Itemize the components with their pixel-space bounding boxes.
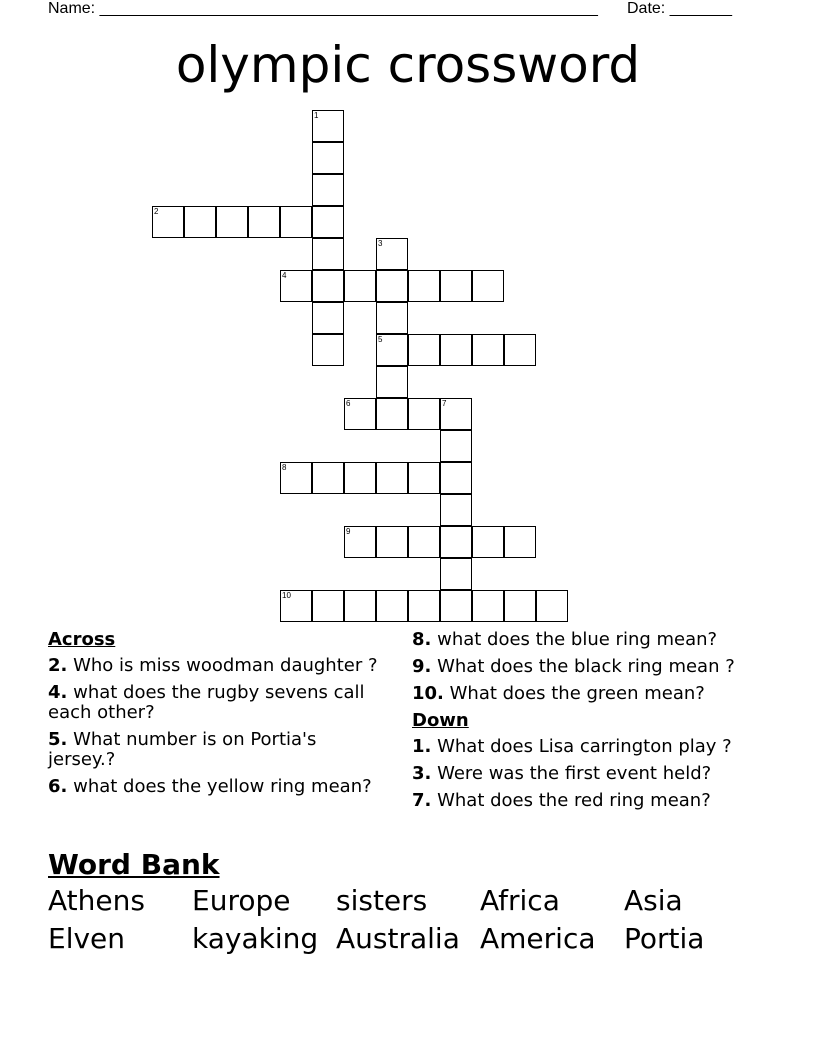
grid-cell[interactable]	[440, 398, 472, 430]
grid-cell[interactable]	[408, 334, 440, 366]
grid-cell[interactable]	[344, 398, 376, 430]
grid-cell[interactable]	[280, 270, 312, 302]
grid-cell[interactable]	[280, 590, 312, 622]
word-bank-title: Word Bank	[48, 848, 220, 881]
clues-right-column	[412, 630, 772, 818]
grid-cell[interactable]	[504, 526, 536, 558]
cell-number: 1	[314, 111, 319, 120]
grid-cell[interactable]	[440, 494, 472, 526]
clue-across-4: 4. what does the rugby sevens call each other?	[48, 682, 365, 723]
grid-cell[interactable]	[504, 590, 536, 622]
grid-cell[interactable]	[344, 270, 376, 302]
cell-number: 10	[282, 591, 291, 600]
word-bank-item: Elven	[48, 922, 126, 955]
clue-down-1: 1. What does Lisa carrington play ?	[412, 736, 732, 757]
grid-cell[interactable]	[440, 558, 472, 590]
grid-cell[interactable]	[376, 398, 408, 430]
grid-cell[interactable]	[376, 334, 408, 366]
grid-cell[interactable]	[312, 238, 344, 270]
grid-cell[interactable]	[440, 430, 472, 462]
grid-cell[interactable]	[472, 526, 504, 558]
down-heading: Down	[412, 710, 469, 731]
grid-cell[interactable]	[408, 526, 440, 558]
word-bank-item: sisters	[336, 884, 428, 917]
word-bank-item: America	[480, 922, 596, 955]
grid-cell[interactable]	[376, 590, 408, 622]
clue-across-2: 2. Who is miss woodman daughter ?	[48, 655, 378, 676]
clue-across-10: 10. What does the green mean?	[412, 683, 705, 704]
grid-cell[interactable]	[312, 142, 344, 174]
cell-number: 4	[282, 271, 287, 280]
grid-cell[interactable]	[152, 206, 184, 238]
clue-down-7: 7. What does the red ring mean?	[412, 790, 711, 811]
grid-cell[interactable]	[440, 270, 472, 302]
grid-cell[interactable]	[472, 590, 504, 622]
grid-cell[interactable]	[504, 334, 536, 366]
grid-cell[interactable]	[472, 270, 504, 302]
clue-across-8: 8. what does the blue ring mean?	[412, 629, 718, 650]
grid-cell[interactable]	[344, 462, 376, 494]
across-heading: Across	[48, 629, 116, 650]
cell-number: 7	[442, 399, 447, 408]
clue-across-6: 6. what does the yellow ring mean?	[48, 776, 372, 797]
grid-cell[interactable]	[312, 334, 344, 366]
grid-cell[interactable]	[376, 302, 408, 334]
page-title: olympic crossword	[175, 36, 641, 94]
grid-cell[interactable]	[216, 206, 248, 238]
grid-cell[interactable]	[344, 526, 376, 558]
clue-down-3: 3. Were was the first event held?	[412, 763, 712, 784]
cell-number: 6	[346, 399, 351, 408]
grid-cell[interactable]	[248, 206, 280, 238]
word-bank-item: Australia	[336, 922, 460, 955]
cell-number: 2	[154, 207, 159, 216]
grid-cell[interactable]	[408, 590, 440, 622]
grid-cell[interactable]	[376, 366, 408, 398]
grid-cell[interactable]	[344, 590, 376, 622]
clue-across-9: 9. What does the black ring mean ?	[412, 656, 735, 677]
grid-cell[interactable]	[440, 462, 472, 494]
word-bank-item: Africa	[480, 884, 560, 917]
grid-cell[interactable]	[408, 270, 440, 302]
grid-cell[interactable]	[376, 238, 408, 270]
grid-cell[interactable]	[312, 206, 344, 238]
grid-cell[interactable]	[440, 334, 472, 366]
grid-cell[interactable]	[312, 302, 344, 334]
word-bank-item: kayaking	[192, 922, 319, 955]
grid-cell[interactable]	[312, 462, 344, 494]
grid-cell[interactable]	[440, 526, 472, 558]
cell-number: 5	[378, 335, 383, 344]
clues-left-column	[48, 630, 388, 804]
grid-cell[interactable]	[376, 526, 408, 558]
name-field-label: Name: ________________________________________________________	[48, 0, 598, 17]
clue-across-5: 5. What number is on Portia's jersey.?	[48, 729, 317, 770]
grid-cell[interactable]	[280, 462, 312, 494]
grid-cell[interactable]	[408, 462, 440, 494]
grid-cell[interactable]	[472, 334, 504, 366]
grid-cell[interactable]	[312, 110, 344, 142]
grid-cell[interactable]	[376, 462, 408, 494]
grid-cell[interactable]	[408, 398, 440, 430]
grid-cell[interactable]	[312, 174, 344, 206]
grid-cell[interactable]	[376, 270, 408, 302]
grid-cell[interactable]	[280, 206, 312, 238]
grid-cell[interactable]	[312, 590, 344, 622]
word-bank-item: Portia	[624, 922, 705, 955]
grid-cell[interactable]	[184, 206, 216, 238]
word-bank-item: Europe	[192, 884, 291, 917]
word-bank-item: Athens	[48, 884, 145, 917]
date-field-label: Date: _______	[627, 0, 732, 17]
grid-cell[interactable]	[536, 590, 568, 622]
cell-number: 8	[282, 463, 287, 472]
cell-number: 9	[346, 527, 351, 536]
word-bank-item: Asia	[624, 884, 683, 917]
grid-cell[interactable]	[440, 590, 472, 622]
grid-cell[interactable]	[312, 270, 344, 302]
cell-number: 3	[378, 239, 383, 248]
